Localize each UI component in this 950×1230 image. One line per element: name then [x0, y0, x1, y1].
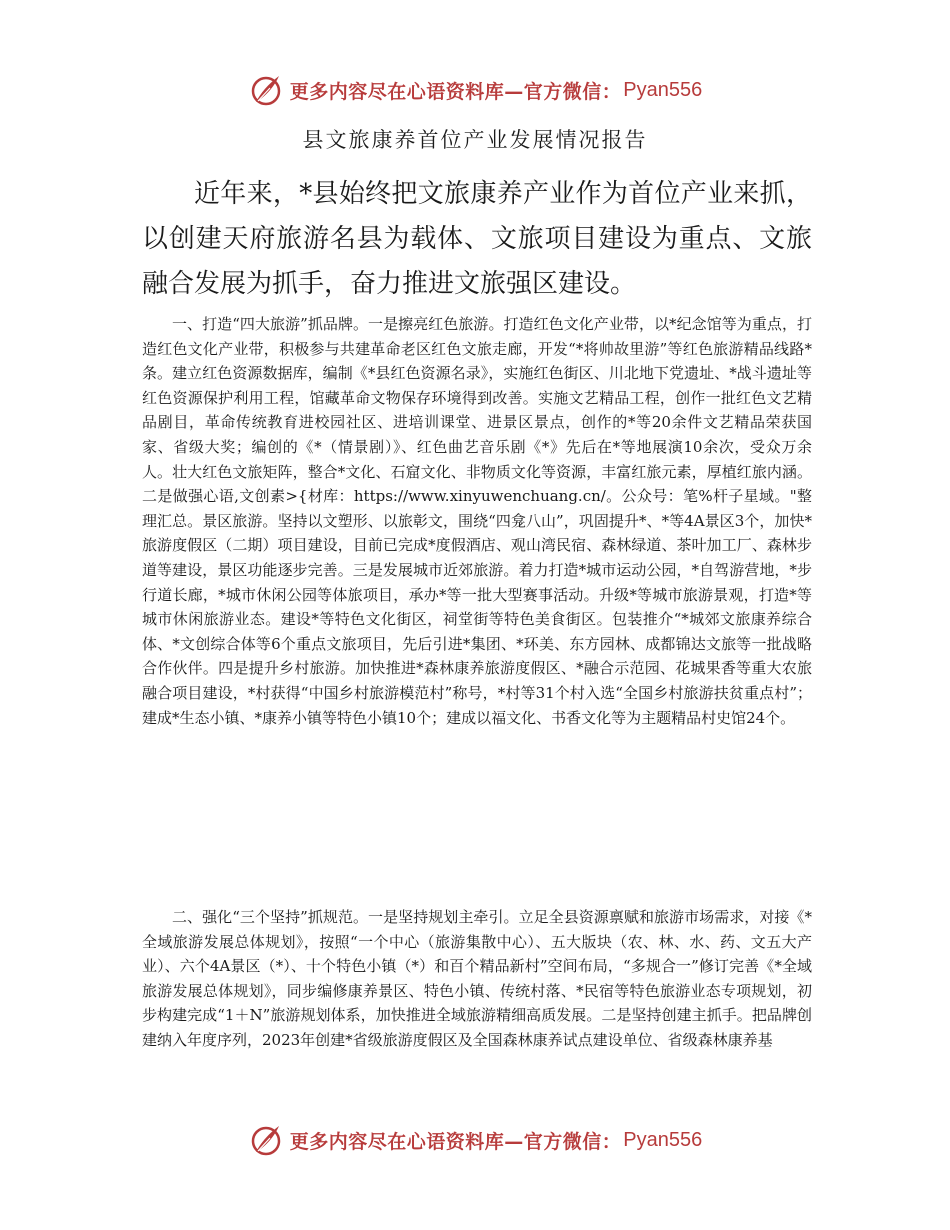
- watermark-wechat-handle: Pyan556: [623, 1128, 703, 1151]
- watermark-text: 更多内容尽在心语资料库—官方微信：: [289, 80, 622, 103]
- body-paragraph-1: 一、打造“四大旅游”抓品牌。一是擦亮红色旅游。打造红色文化产业带，以*纪念馆等为重点，打造红色文化产业带，积极参与共建革命老区红色文旅走廊，开发“*将帅故里游”等红色旅游精品线路*条。建立红色资源数据库，编制《*县红色资源名录》，实施红色街区、川北地下党遗址、*战斗遗址等红色资源保护利用工程，馆藏革命文物保存环境得到改善。实施文艺精品工程，创作一批红色文艺精品剧目，革命传统教育进校园社区、进培训课堂、进景区景点，创作的*等20余件文艺精品荣获国家、省级大奖；编创的《*（情景剧）》、红色曲艺音乐剧《*》先后在*等地展演10余次，受众万余人。壮大红色文旅矩阵，整合*文化、石窟文化、非物质文化等资源，丰富红旅元素，厚植红旅内涵。二是做强心语,文创素>{材库：https://www.xinyuwenchuang.cn/。公众号：笔%杆子星域。"整理汇总。景区旅游。坚持以文塑形、以旅彰文，围绕“四龛八山”，巩固提升*、*等4A景区3个，加快*旅游度假区（二期）项目建设，目前已完成*度假酒店、观山湾民宿、森林绿道、茶叶加工厂、森林步道等建设，景区功能逐步完善。三是发展城市近郊旅游。着力打造*城市运动公园，*自驾游营地，*步行道长廊，*城市休闲公园等体旅项目，承办*等一批大型赛事活动。升级*等城市旅游景观，打造*等城市休闲旅游业态。建设*等特色文化街区，祠堂街等特色美食街区。包装推介“*城郊文旅康养综合体、*文创综合体等6个重点文旅项目，先后引进*集团、*环美、东方园林、成都锦达文旅等一批战略合作伙伴。四是提升乡村旅游。加快推进*森林康养旅游度假区、*融合示范园、花城果香等重大农旅融合项目建设，*村获得“中国乡村旅游模范村”称号，*村等31个村入选“全国乡村旅游扶贫重点村”；建成*生态小镇、*康养小镇等特色小镇10个；建成以福文化、书香文化等为主题精品村史馆24个。: [142, 315, 812, 727]
- footer-watermark-banner: [0, 1120, 950, 1160]
- document-title: 县文旅康养首位产业发展情况报告: [302, 128, 648, 152]
- watermark-text: 更多内容尽在心语资料库—官方微信：: [289, 1130, 622, 1153]
- header-watermark-banner: [0, 70, 950, 110]
- body-paragraph-2: 二、强化“三个坚持”抓规范。一是坚持规划主牵引。立足全县资源禀赋和旅游市场需求，对接《*全域旅游发展总体规划》，按照“一个中心（旅游集散中心）、五大版块（农、林、水、药、文五大产业）、六个4A景区（*）、十个特色小镇（*）和百个精品新村”空间布局，“多规合一”修订完善《*全域旅游发展总体规划》，同步编修康养景区、特色小镇、传统村落、*民宿等特色旅游业态专项规划，初步构建完成“1＋N”旅游规划体系，加快推进全域旅游精细高质发展。二是坚持创建主抓手。把品牌创建纳入年度序列，2023年创建*省级旅游度假区及全国森林康养试点建设单位、省级森林康养基: [142, 908, 812, 1049]
- feather-pen-logo-icon: [248, 1122, 284, 1158]
- intro-paragraph: 近年来，*县始终把文旅康养产业作为首位产业来抓，以创建天府旅游名县为载体、文旅项目建设为重点、文旅融合发展为抓手，奋力推进文旅强区建设。: [142, 179, 812, 299]
- watermark-wechat-handle: Pyan556: [623, 78, 703, 101]
- feather-pen-logo-icon: [248, 72, 284, 108]
